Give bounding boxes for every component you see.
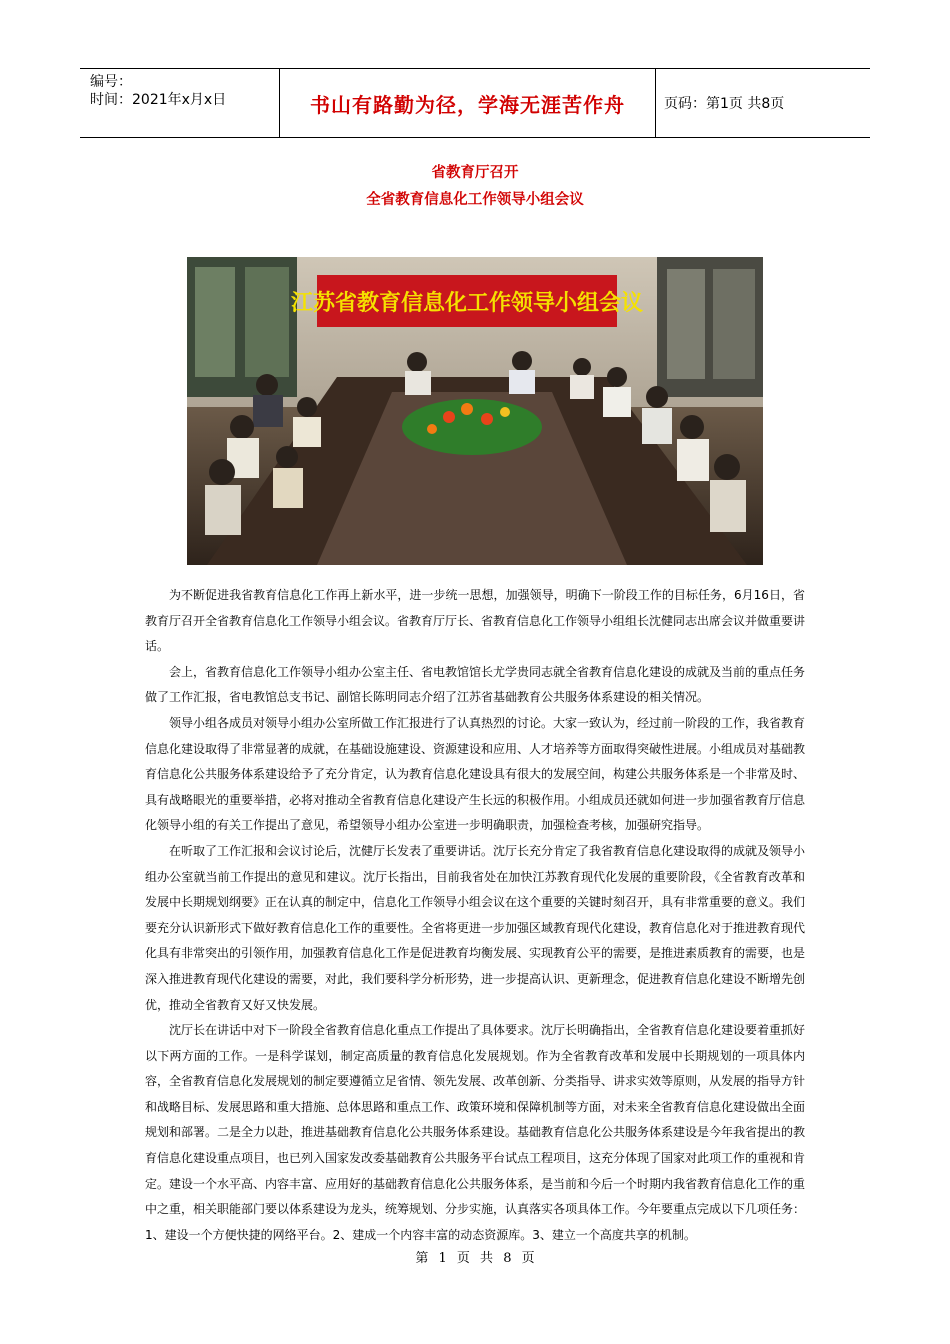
document-time-label: 时间：2021年x月x日 [90, 92, 227, 108]
flower [427, 424, 437, 434]
window-pane [195, 267, 235, 377]
article-paragraph: 会上，省教育信息化工作领导小组办公室主任、省电教馆馆长尤学贵同志就全省教育信息化建设的成就及当前的重点任务做了工作汇报，省电教馆总支书记、副馆长陈明同志介绍了江苏省基础教育公共服务体系建设的相关情况。 [145, 664, 806, 705]
window-pane [245, 267, 289, 377]
window-pane [713, 269, 755, 379]
article-body [145, 583, 805, 1248]
meeting-photo [187, 257, 763, 565]
article-paragraph: 领导小组各成员对领导小组办公室所做工作汇报进行了认真热烈的讨论。大家一致认为，经过前一阶段的工作，我省教育信息化建设取得了非常显著的成就，在基础设施建设、资源建设和应用、人才培养等方面取得突破性进展。小组成员对基础教育信息化公共服务体系建设给予了充分肯定，认为教育信息化建设具有很大的发展空间，构建公共服务体系是一个非常及时、具有战略眼光的重要举措，必将对推动全省教育信息化建设产生长远的积极作用。小组成员还就如何进一步加强省教育厅信息化领导小组的有关工作提出了意见，希望领导小组办公室进一步明确职责，加强检查考核，加强研究指导。 [145, 715, 806, 833]
flower [461, 403, 473, 415]
flower [443, 411, 455, 423]
article-paragraph: 在听取了工作汇报和会议讨论后，沈健厅长发表了重要讲话。沈厅长充分肯定了我省教育信息化建设取得的成就及领导小组办公室就当前工作提出的意见和建议。沈厅长指出，目前我省处在加快江苏教育现代化发展的重要阶段，《全省教育改革和发展中长期规划纲要》正在认真的制定中，信息化工作领导小组会议在这个重要的关键时刻召开，具有非常重要的意义。我们要充分认识新形式下做好教育信息化工作的重要性。全省将更进一步加强区域教育现代化建设，教育信息化对于推进教育现代化具有非常突出的引领作用，加强教育信息化工作是促进教育均衡发展、实现教育公平的需要，是推进素质教育的需要，也是深入推进教育现代化建设的需要，对此，我们要科学分析形势，进一步提高认识、更新理念，促进教育信息化建设不断增先创优，推动全省教育又好又快发展。 [145, 843, 806, 1012]
header-slogan: 书山有路勤为径，学海无涯苦作舟 [280, 69, 656, 137]
article-title-line1: 省教育厅召开 [431, 165, 519, 181]
window-pane [667, 269, 705, 379]
flower [500, 407, 510, 417]
article-title-line2: 全省教育信息化工作领导小组会议 [366, 192, 584, 208]
meeting-photo-illustration [187, 257, 763, 565]
article-paragraph: 沈厅长在讲话中对下一阶段全省教育信息化重点工作提出了具体要求。沈厅长明确指出，全省教育信息化建设要着重抓好以下两方面的工作。一是科学谋划，制定高质量的教育信息化发展规划。作为全省教育改革和发展中长期规划的一项具体内容，全省教育信息化发展规划的制定要遵循立足省情、领先发展、改革创新、分类指导、讲求实效等原则，从发展的指导方针和战略目标、发展思路和重大措施、总体思路和重点工作、政策环境和保障机制等方面，对未来全省教育信息化建设做出全面规划和部署。二是全力以赴，推进基础教育信息化公共服务体系建设。基础教育信息化公共服务体系建设是今年我省提出的教育信息化建设重点项目，也已列入国家发改委基础教育公共服务平台试点工程项目，这充分体现了国家对此项工作的重视和肯定。建设一个水平高、内容丰富、应用好的基础教育信息化公共服务体系，是当前和今后一个时期内我省教育信息化工作的重中之重，相关职能部门要以体系建设为龙头，统筹规划、分步实施，认真落实各项具体工作。今年要重点完成以下几项任务：1、建设一个方便快捷的网络平台。2、建成一个内容丰富的动态资源库。3、建立一个高度共享的机制。 [145, 1023, 806, 1242]
page-header [80, 68, 870, 138]
page-footer: 第 1 页 共 8 页 [415, 1251, 535, 1266]
photo-banner-text: 江苏省教育信息化工作领导小组会议 [290, 291, 644, 316]
header-page-info: 页码：第1页 共8页 [664, 96, 785, 112]
flower [481, 413, 493, 425]
document-number-label: 编号： [90, 74, 132, 90]
article-paragraph: 为不断促进我省教育信息化工作再上新水平，进一步统一思想，加强领导，明确下一阶段工作的目标任务，6月16日，省教育厅召开全省教育信息化工作领导小组会议。省教育厅厅长、省教育信息化工作领导小组组长沈健同志出席会议并做重要讲话。 [145, 588, 806, 654]
header-meta [80, 69, 280, 137]
